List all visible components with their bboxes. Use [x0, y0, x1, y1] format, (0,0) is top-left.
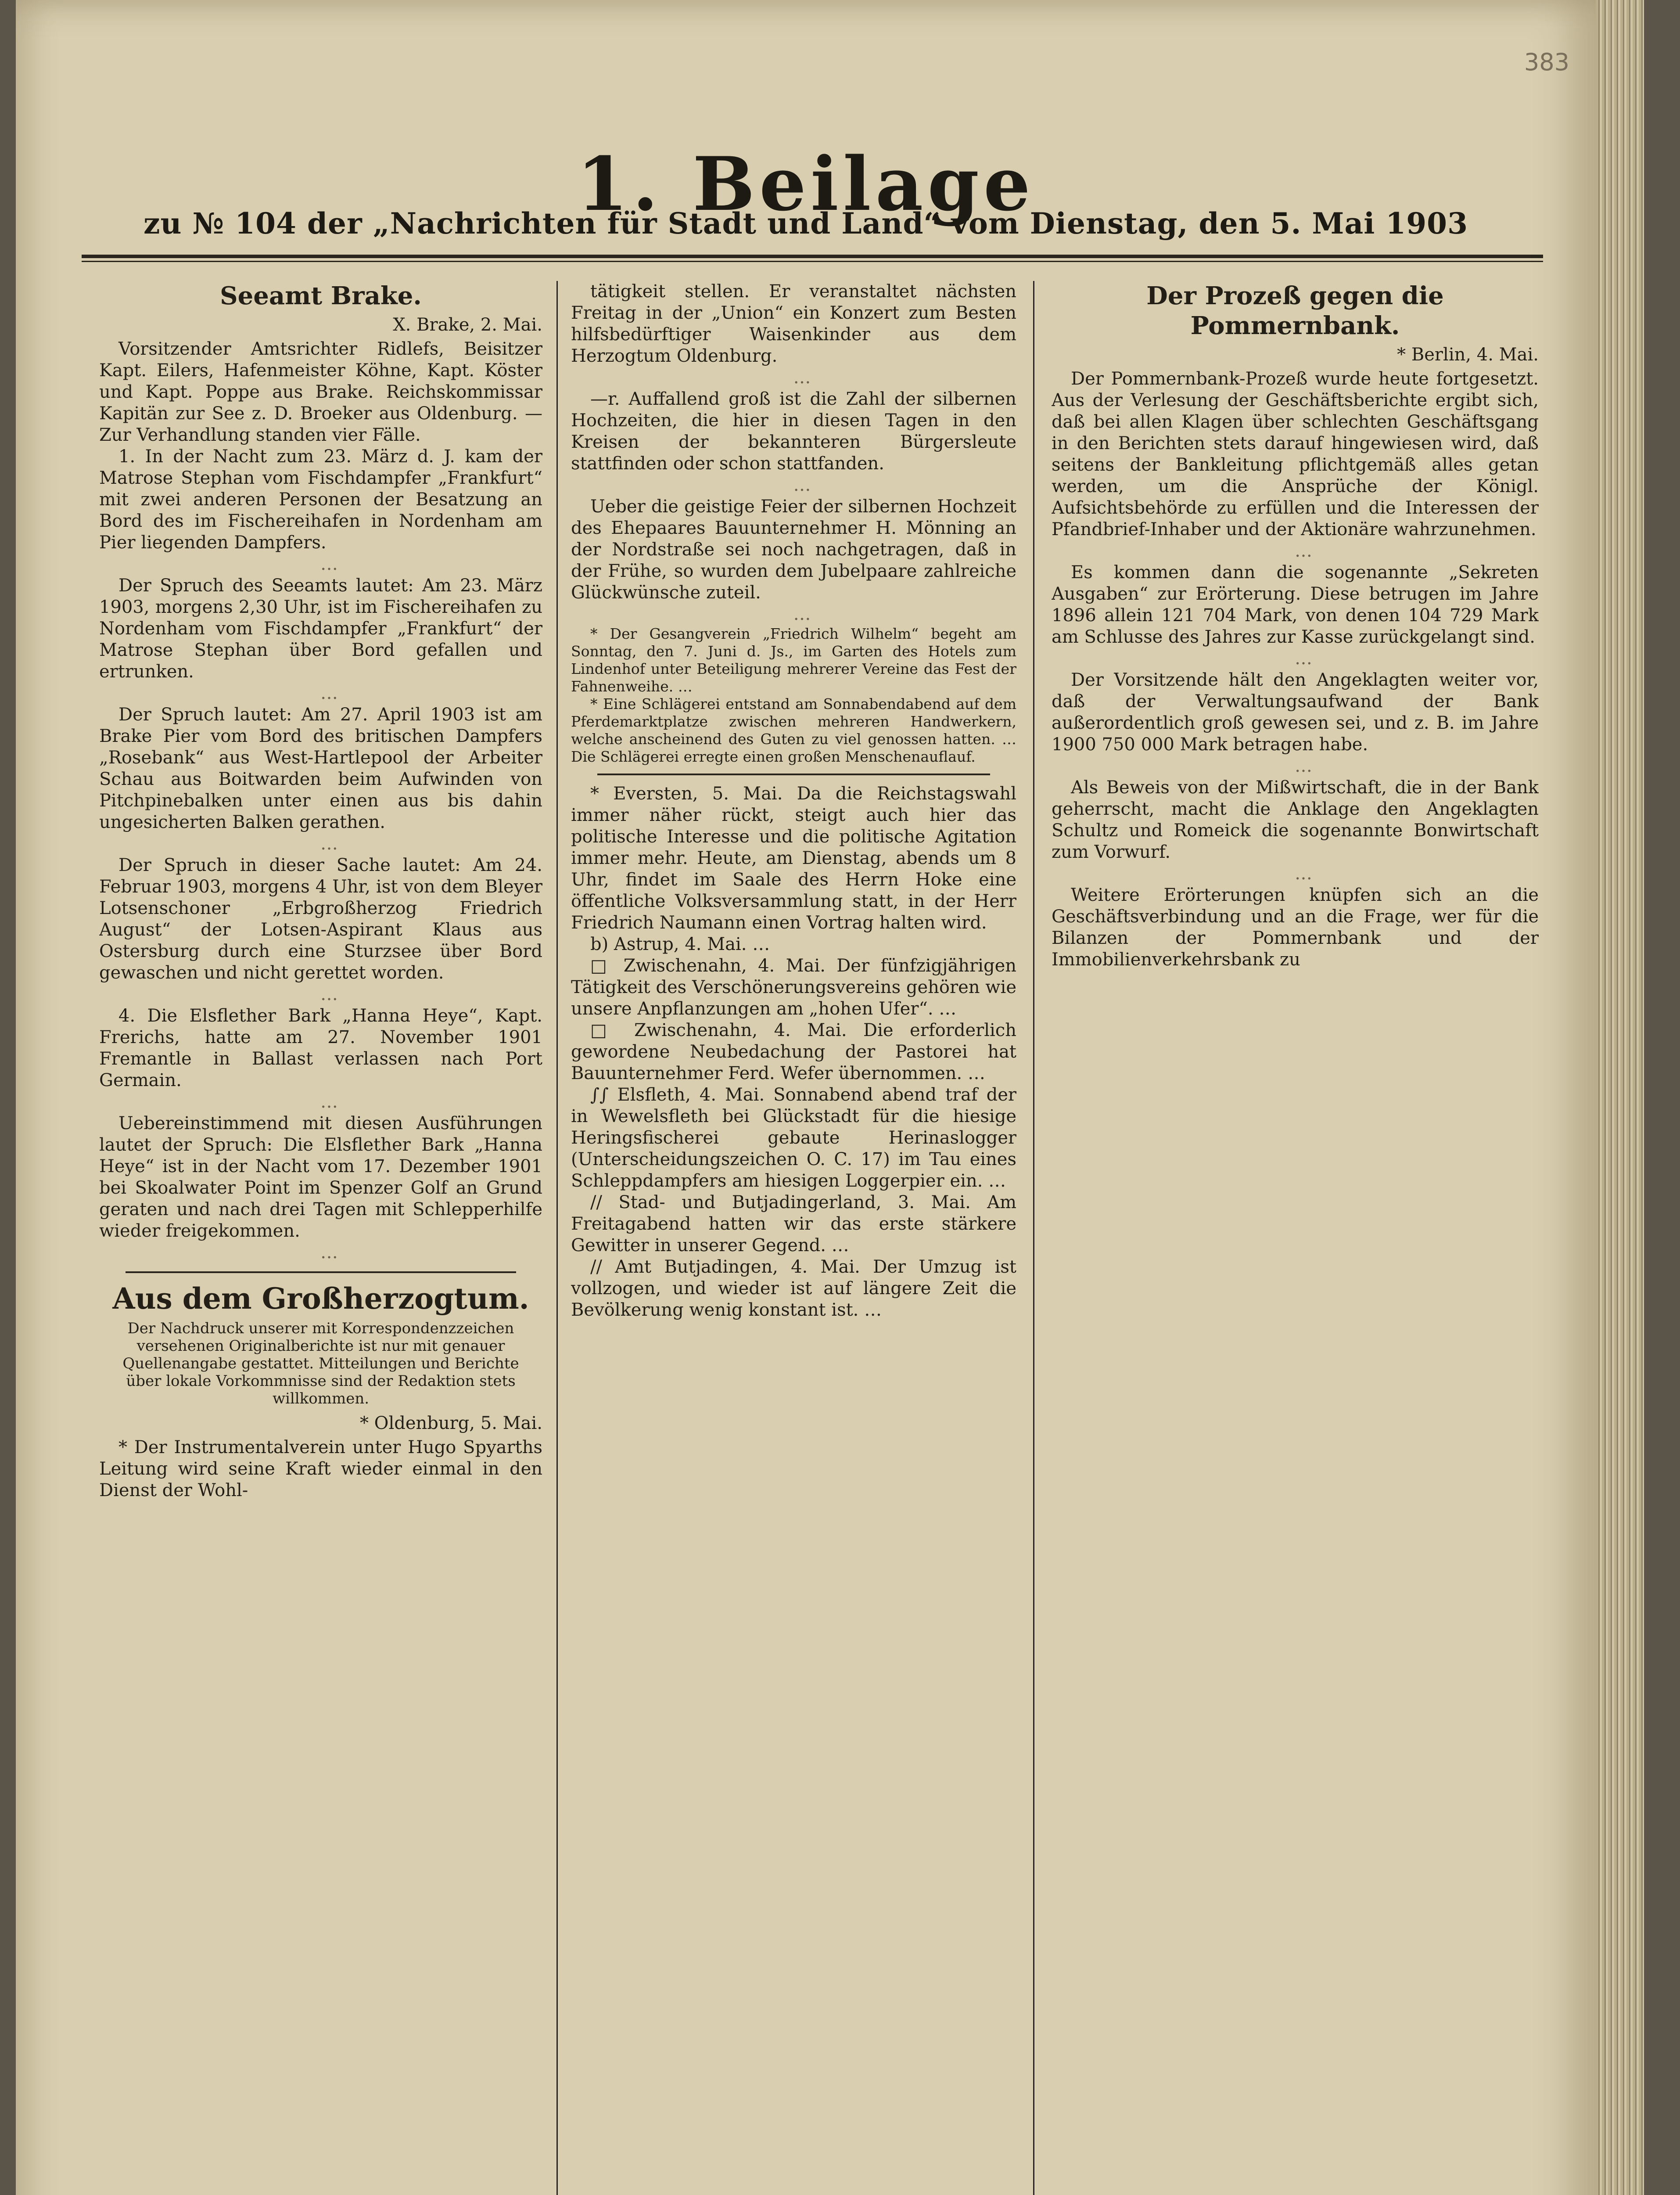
paragraph: Der Vorsitzende hält den Angeklagten weiter vor, daß der Verwaltungsaufwand der Bank außerordentlich groß gewesen sei, und z. B. im Jahre 1900 750 000 Mark betragen habe.	[1052, 670, 1539, 755]
column-rule-2	[1033, 281, 1034, 2195]
article-heading: Der Prozeß gegen die Pommernbank.	[1146, 281, 1444, 340]
paragraph: Der Spruch lautet: Am 27. April 1903 ist am Brake Pier vom Bord des britischen Dampfers „Rosebank“ aus West-Hartlepool der Arbeiter Schau aus Boitwarden beim Aufwinden von Pitchpinebalken unter einen aus bis dahin ungesicherten Balken gerathen.	[99, 705, 542, 832]
illegible-text: …	[320, 1092, 341, 1112]
reprint-note: Der Nachdruck unserer mit Korrespondenzzeichen versehenen Originalberichte ist nur mit genauer Quellenangabe gestattet. Mitteilungen und Berichte über lokale Vorkommnisse sind der Redaktion stets willkommen.	[122, 1320, 519, 1407]
section-heading: Aus dem Großherzogtum.	[112, 1281, 529, 1316]
paragraph: 1. In der Nacht zum 23. März d. J. kam der Matrose Stephan vom Fischdampfer „Frankfurt“ mit zwei anderen Personen der Besatzung an Bord des im Fischereihafen in Nordenham am Pier liegenden Dampfers.	[99, 446, 542, 553]
paragraph: // Stad- und Butjadingerland, 3. Mai. Am Freitagabend hatten wir das erste stärkere Gewitter in unserer Gegend. …	[571, 1192, 1016, 1256]
illegible-text: …	[320, 984, 341, 1004]
paragraph: Uebereinstimmend mit diesen Ausführungen lautet der Spruch: Die Elsflether Bark „Hanna Heye“ ist in der Nacht vom 17. Dezember 1901 bei Skoalwater Point im Spenzer Golf an Grund geraten und nach drei Tagen mit Schlepperhilfe wieder freigekommen.	[99, 1113, 542, 1241]
paragraph: 4. Die Elsflether Bark „Hanna Heye“, Kapt. Frerichs, hatte am 27. November 1901 Fremantle in Ballast verlassen nach Port Germain.	[99, 1006, 542, 1090]
article-heading: Seeamt Brake.	[220, 281, 422, 310]
paragraph: * Der Instrumentalverein unter Hugo Spyarths Leitung wird seine Kraft wieder einmal in den Dienst der Wohl-	[99, 1437, 542, 1501]
section-divider	[126, 1271, 516, 1273]
dateline: X. Brake, 2. Mai.	[393, 315, 542, 335]
paragraph: □ Zwischenahn, 4. Mai. Der fünfzigjährigen Tätigkeit des Verschönerungsvereins gehören wie unsere Anpflanzungen am „hohen Ufer“. …	[571, 956, 1016, 1019]
masthead-rule	[82, 255, 1543, 258]
masthead-title: 1. Beilage	[577, 140, 1035, 227]
paragraph: * Eversten, 5. Mai. Da die Reichstagswahl immer näher rückt, steigt auch hier das politische Interesse und die politische Agitation immer mehr. Heute, am Dienstag, abends um 8 Uhr, findet im Saale des Herrn Hoke eine öffentliche Volksversammlung statt, in der Herr Friedrich Naumann einen Vortrag halten wird.	[571, 784, 1016, 933]
column-2	[571, 281, 1016, 2195]
illegible-text: …	[1295, 864, 1315, 884]
paragraph: □ Zwischenahn, 4. Mai. Die erforderlich gewordene Neubedachung der Pastorei hat Bauunternehmer Ferd. Wefer übernommen. …	[571, 1020, 1016, 1083]
paragraph: // Amt Butjadingen, 4. Mai. Der Umzug ist vollzogen, und wieder ist auf längere Zeit die Bevölkerung wenig konstant ist. …	[571, 1257, 1016, 1320]
paragraph: Weitere Erörterungen knüpfen sich an die Geschäftsverbindung und an die Frage, wer für die Bilanzen der Pommernbank und der Immobilienverkehrsbank zu	[1052, 885, 1539, 970]
illegible-text: …	[320, 834, 341, 854]
illegible-text: …	[1295, 648, 1315, 669]
dateline: * Berlin, 4. Mai.	[1397, 345, 1539, 365]
illegible-text: …	[793, 475, 814, 495]
illegible-text: …	[793, 367, 814, 388]
column-1	[99, 281, 542, 2195]
paragraph: ∫∫ Elsfleth, 4. Mai. Sonnabend abend traf der in Wewelsfleth bei Glückstadt für die hiesige Heringsfischerei gebaute Herinaslogger (Unterscheidungszeichen O. C. 17) im Tau eines Schleppdampfers am hiesigen Loggerpier ein. …	[571, 1085, 1016, 1191]
paragraph: Als Beweis von der Mißwirtschaft, die in der Bank geherrscht, macht die Anklage den Angeklagten Schultz und Romeick die sogenannte Bonwirtschaft zum Vorwurf.	[1052, 777, 1539, 862]
illegible-text: …	[793, 604, 814, 624]
book-page-edge	[1596, 0, 1644, 2195]
paragraph: Ueber die geistige Feier der silbernen Hochzeit des Ehepaares Bauunternehmer H. Mönning an der Nordstraße sei noch nachgetragen, daß in der Frühe, so wurden dem Jubelpaare zahlreiche Glückwünsche zuteil.	[571, 497, 1016, 603]
newspaper-page	[16, 0, 1596, 2195]
illegible-text: …	[1295, 541, 1315, 561]
illegible-text: …	[1295, 756, 1315, 776]
illegible-text: …	[320, 554, 341, 574]
paragraph: Der Spruch des Seeamts lautet: Am 23. März 1903, morgens 2,30 Uhr, ist im Fischereihafen zu Nordenham vom Fischdampfer „Frankfurt“ der Matrose Stephan über Bord gefallen und ertrunken.	[99, 576, 542, 682]
paragraph: tätigkeit stellen. Er veranstaltet nächsten Freitag in der „Union“ ein Konzert zum Besten hilfsbedürftiger Waisenkinder aus dem Herzogtum Oldenburg.	[571, 281, 1016, 366]
page-number: 383	[1524, 48, 1569, 76]
small-notice: * Eine Schlägerei entstand am Sonnabendabend auf dem Pferdemarktplatze zwischen mehreren Handwerkern, welche anscheinend des Guten zu viel genossen hatten. … Die Schlägerei erregte einen großen Menschenauflauf.	[571, 695, 1016, 765]
paragraph: Der Spruch in dieser Sache lautet: Am 24. Februar 1903, morgens 4 Uhr, ist von dem Bleyer Lotsenschoner „Erbgroßherzog Friedrich August“ der Lotsen-Aspirant Klaus aus Ostersburg durch eine Sturzsee über Bord gewaschen und nicht gerettet worden.	[99, 855, 542, 983]
section-divider	[597, 774, 990, 775]
masthead-rule-thin	[82, 261, 1543, 262]
column-rule-1	[556, 281, 558, 2195]
illegible-text: …	[320, 683, 341, 703]
paragraph: Es kommen dann die sogenannte „Sekreten Ausgaben“ zur Erörterung. Diese betrugen im Jahre 1896 allein 121 704 Mark, von denen 104 729 Mark am Schlusse des Jahres zur Kasse zurückgelangt sind.	[1052, 562, 1539, 647]
paragraph: b) Astrup, 4. Mai. …	[590, 934, 770, 954]
paragraph: Vorsitzender Amtsrichter Ridlefs, Beisitzer Kapt. Eilers, Hafenmeister Köhne, Kapt. Köster und Kapt. Poppe aus Brake. Reichskommissar Kapitän zur See z. D. Broeker aus Oldenburg. — Zur Verhandlung standen vier Fälle.	[99, 339, 542, 445]
paragraph: Der Pommernbank-Prozeß wurde heute fortgesetzt. Aus der Verlesung der Geschäftsberichte ergibt sich, daß bei allen Klagen über schlechten Geschäftsgang in den Berichten stets darauf hingewiesen wird, daß seitens der Bankleitung pflichtgemäß alles getan werden, um die Ansprüche der Königl. Aufsichtsbehörde zu erfüllen und die Interessen der Pfandbrief-Inhaber und der Aktionäre wahrzunehmen.	[1052, 369, 1539, 540]
column-3	[1052, 281, 1539, 2195]
small-notice: * Der Gesangverein „Friedrich Wilhelm“ begeht am Sonntag, den 7. Juni d. Js., im Garten des Hotels zum Lindenhof unter Beteiligung mehrerer Vereine das Fest der Fahnenweihe. …	[571, 625, 1016, 695]
paragraph: —r. Auffallend groß ist die Zahl der silbernen Hochzeiten, die hier in diesen Tagen in den Kreisen der bekannteren Bürgersleute stattfinden oder schon stattfanden.	[571, 389, 1016, 474]
dateline: * Oldenburg, 5. Mai.	[359, 1413, 542, 1433]
illegible-text: …	[320, 1242, 341, 1263]
masthead-subtitle: zu № 104 der „Nachrichten für Stadt und Land“ vom Dienstag, den 5. Mai 1903	[144, 206, 1468, 241]
